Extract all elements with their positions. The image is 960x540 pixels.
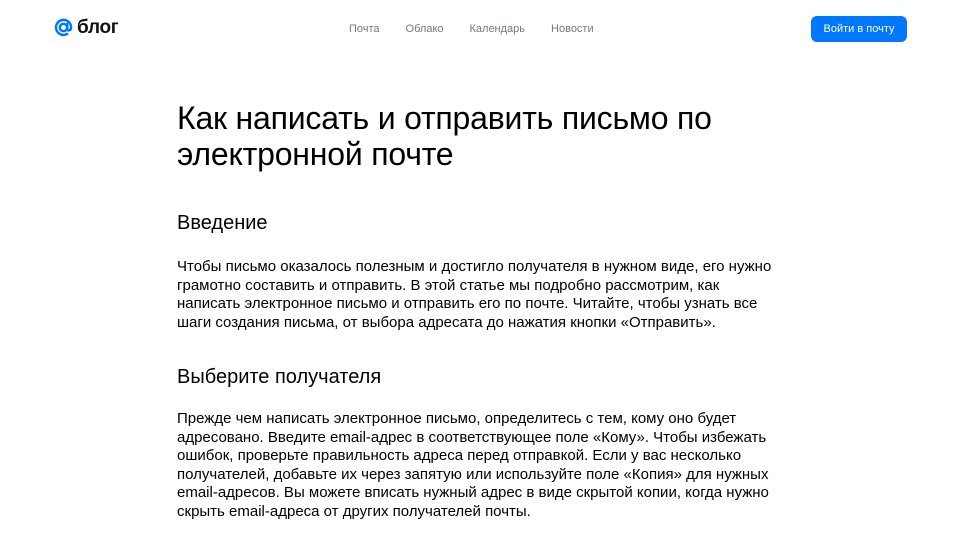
section-paragraph-intro: Чтобы письмо оказалось полезным и достигло получателя в нужном виде, его нужно грамотно составить и отправить. В этой статье мы подробно рассмотрим, как написать электронное письмо и отправить его по почте. Читайте, чтобы узнать все шаги создания письма, от выбора адресата до нажатия кнопки «Отправить». <box>177 258 772 331</box>
logo-text: блог <box>77 17 119 38</box>
site-header <box>0 0 960 58</box>
article-title: Как написать и отправить письмо по электронной почте <box>177 100 712 172</box>
section-heading-recipient: Выберите получателя <box>177 366 382 388</box>
section-heading-intro: Введение <box>177 212 268 234</box>
nav-link-news[interactable]: Новости <box>551 23 594 35</box>
at-sign-icon <box>53 17 74 38</box>
nav-link-calendar[interactable]: Календарь <box>469 23 526 35</box>
article <box>177 100 787 520</box>
blog-logo[interactable] <box>53 17 118 38</box>
section-paragraph-recipient: Прежде чем написать электронное письмо, определитесь с тем, кому оно будет адресовано. Введите email-адрес в соответствующее поле «Кому». Чтобы избежать ошибок, проверьте правильность адреса перед отправкой. Если у вас несколько получателей, добавьте их через запятую или используйте поле «Копия» для нужных email-адресов. Вы можете вписать нужный адрес в виде скрытой копии, когда нужно скрыть email-адреса от других получателей почты. <box>177 410 769 520</box>
login-button[interactable]: Войти в почту <box>811 16 907 42</box>
nav-link-mail[interactable]: Почта <box>349 23 380 35</box>
main-nav <box>349 21 594 37</box>
nav-link-cloud[interactable]: Облако <box>405 23 444 35</box>
